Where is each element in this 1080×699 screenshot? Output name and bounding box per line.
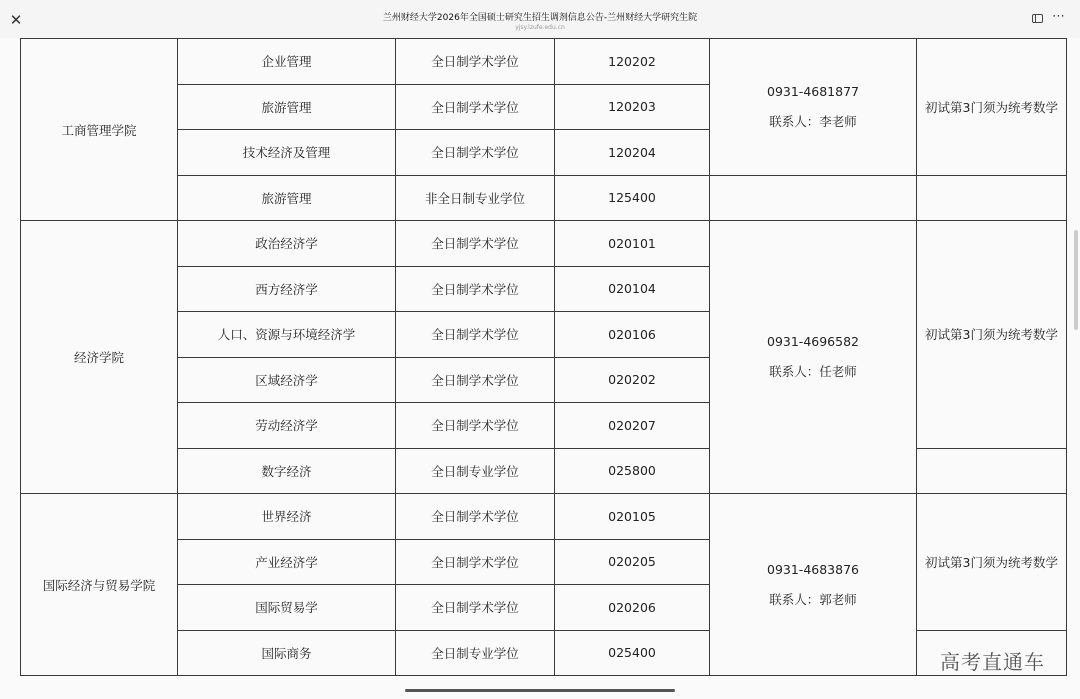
major-code: 025800 xyxy=(555,448,710,494)
major-code: 020104 xyxy=(555,266,710,312)
major-name: 世界经济 xyxy=(178,494,396,540)
degree-type: 全日制学术学位 xyxy=(396,312,555,358)
degree-type: 全日制学术学位 xyxy=(396,403,555,449)
major-name: 技术经济及管理 xyxy=(178,130,396,176)
vertical-scrollbar[interactable] xyxy=(1074,230,1078,330)
adjustment-table xyxy=(20,38,1067,676)
remark-cell-empty xyxy=(917,448,1067,494)
degree-type: 全日制学术学位 xyxy=(396,39,555,85)
degree-type: 全日制学术学位 xyxy=(396,357,555,403)
major-name: 产业经济学 xyxy=(178,539,396,585)
college-name: 工商管理学院 xyxy=(21,39,178,221)
contact-cell xyxy=(710,39,917,176)
major-name: 人口、资源与环境经济学 xyxy=(178,312,396,358)
contact-person: 联系人：任老师 xyxy=(769,364,857,379)
watermark: 高考直通车 xyxy=(940,650,1045,674)
document-page xyxy=(0,38,1080,699)
degree-type: 非全日制专业学位 xyxy=(396,175,555,221)
degree-type: 全日制学术学位 xyxy=(396,221,555,267)
page-url: yjsy.lzufe.edu.cn xyxy=(515,24,565,31)
contact-phone: 0931-4696582 xyxy=(767,334,859,349)
degree-type: 全日制学术学位 xyxy=(396,585,555,631)
major-name: 旅游管理 xyxy=(178,84,396,130)
close-icon[interactable]: ✕ xyxy=(9,11,23,29)
browser-top-bar xyxy=(0,0,1080,38)
sidebar-toggle-icon[interactable] xyxy=(1032,14,1043,23)
more-options-icon[interactable]: ⋯ xyxy=(1052,9,1064,24)
major-name: 旅游管理 xyxy=(178,175,396,221)
major-name: 政治经济学 xyxy=(178,221,396,267)
major-name: 西方经济学 xyxy=(178,266,396,312)
major-name: 企业管理 xyxy=(178,39,396,85)
major-code: 125400 xyxy=(555,175,710,221)
major-name: 国际商务 xyxy=(178,630,396,676)
table-row xyxy=(21,494,1067,540)
remark-cell: 初试第3门须为统考数学 xyxy=(917,494,1067,631)
contact-phone: 0931-4683876 xyxy=(767,561,859,577)
major-code: 120204 xyxy=(555,130,710,176)
contact-cell-empty xyxy=(710,175,917,221)
major-name: 数字经济 xyxy=(178,448,396,494)
degree-type: 全日制学术学位 xyxy=(396,494,555,540)
degree-type: 全日制专业学位 xyxy=(396,630,555,676)
remark-cell: 初试第3门须为统考数学 xyxy=(917,221,1067,449)
major-code: 020106 xyxy=(555,312,710,358)
major-name: 劳动经济学 xyxy=(178,403,396,449)
contact-person: 联系人：郭老师 xyxy=(769,591,857,607)
contact-cell xyxy=(710,494,917,676)
contact-phone: 0931-4681877 xyxy=(767,83,859,99)
remark-cell: 初试第3门须为统考数学 xyxy=(917,39,1067,176)
major-code: 020207 xyxy=(555,403,710,449)
major-code: 120202 xyxy=(555,39,710,85)
table-row xyxy=(21,39,1067,85)
major-code: 020105 xyxy=(555,494,710,540)
major-code: 025400 xyxy=(555,630,710,676)
major-code: 020206 xyxy=(555,585,710,631)
major-code: 020202 xyxy=(555,357,710,403)
college-name: 国际经济与贸易学院 xyxy=(21,494,178,676)
contact-cell xyxy=(710,221,917,494)
page-title: 兰州财经大学2026年全国硕士研究生招生调剂信息公告-兰州财经大学研究生院 xyxy=(382,13,698,23)
degree-type: 全日制学术学位 xyxy=(396,539,555,585)
major-name: 国际贸易学 xyxy=(178,585,396,631)
degree-type: 全日制学术学位 xyxy=(396,266,555,312)
major-name: 区域经济学 xyxy=(178,357,396,403)
degree-type: 全日制学术学位 xyxy=(396,84,555,130)
table-row xyxy=(21,221,1067,267)
college-name: 经济学院 xyxy=(21,221,178,494)
major-code: 020205 xyxy=(555,539,710,585)
remark-cell-empty xyxy=(917,175,1067,221)
contact-person: 联系人：李老师 xyxy=(769,113,857,129)
degree-type: 全日制学术学位 xyxy=(396,130,555,176)
home-indicator xyxy=(405,689,675,692)
degree-type: 全日制专业学位 xyxy=(396,448,555,494)
table-row xyxy=(21,175,1067,221)
major-code: 020101 xyxy=(555,221,710,267)
major-code: 120203 xyxy=(555,84,710,130)
